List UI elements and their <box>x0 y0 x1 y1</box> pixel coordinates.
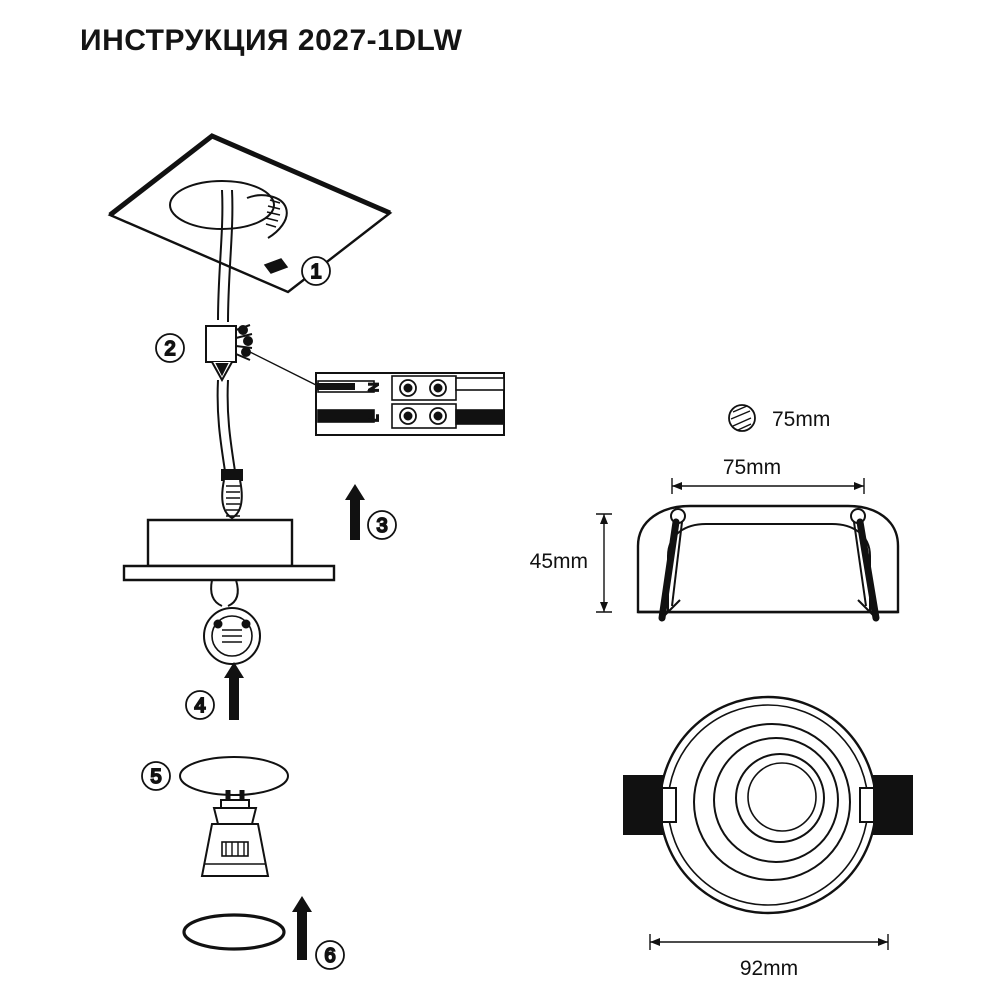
section-view <box>596 478 898 618</box>
fixture-cable <box>218 380 236 478</box>
decorative-ring <box>184 915 284 949</box>
front-view <box>624 697 912 950</box>
gu10-lamp <box>202 790 268 876</box>
step-marker-5-label: 5 <box>150 766 162 788</box>
terminal-letter-n: N <box>366 382 381 392</box>
terminal-connector <box>206 325 252 380</box>
step-marker-1-label: 1 <box>310 261 322 283</box>
terminal-letter-l: L <box>366 414 381 422</box>
step-markers <box>142 257 396 969</box>
cutout-circle-icon <box>729 405 755 431</box>
step-marker-6-label: 6 <box>324 945 336 967</box>
fixture-housing <box>124 470 334 664</box>
step-marker-4-label: 4 <box>194 695 206 717</box>
detail-leader-line <box>250 352 318 386</box>
dimension-drawings <box>530 405 912 980</box>
lamp-gasket-ring <box>180 757 288 795</box>
cutout-dimension-label: 75mm <box>772 408 831 431</box>
section-width-label: 75mm <box>722 456 782 479</box>
wiring-terminal-detail <box>316 373 504 435</box>
page-title: ИНСТРУКЦИЯ 2027-1DLW <box>80 24 463 57</box>
exploded-assembly-view <box>110 136 504 969</box>
ceiling-panel <box>110 136 390 292</box>
front-diameter-label: 92mm <box>739 957 799 980</box>
section-height-label: 45mm <box>529 550 588 573</box>
step-marker-3-label: 3 <box>376 515 388 537</box>
step-marker-2-label: 2 <box>164 338 176 360</box>
